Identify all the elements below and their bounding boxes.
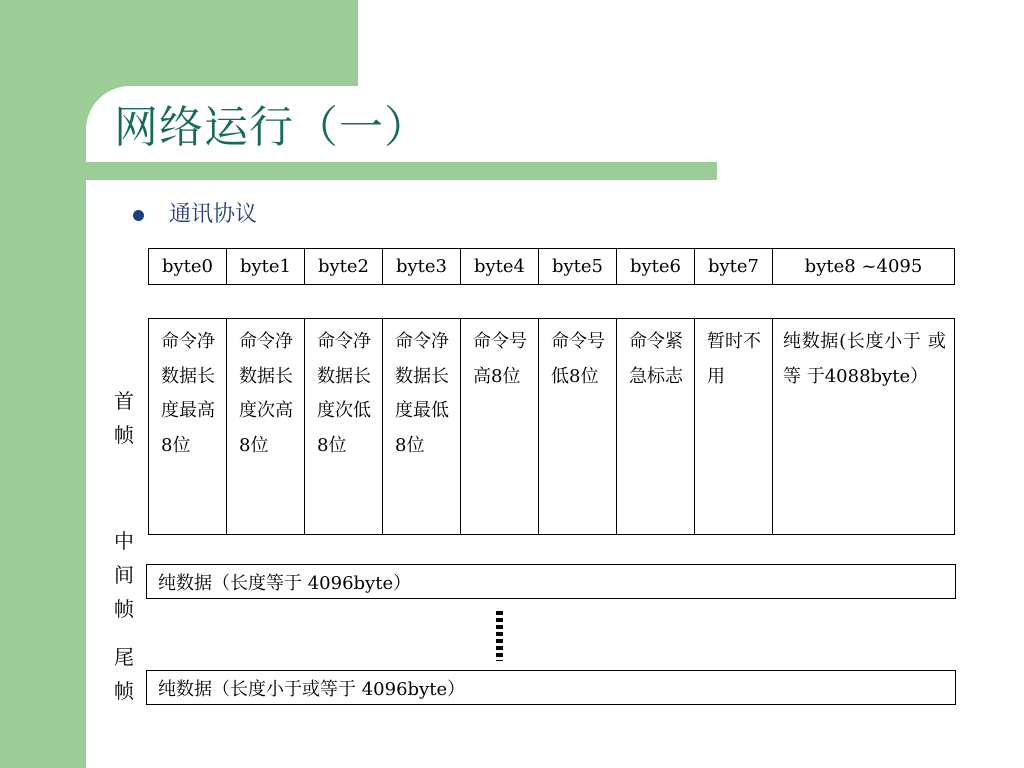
tail-frame-cell: 纯数据（长度小于或等于 4096byte） (147, 671, 956, 705)
byte-header-cell: byte4 (461, 249, 539, 285)
page-title: 网络运行（一） (114, 102, 429, 153)
first-frame-label: 首帧 (114, 389, 134, 447)
first-frame-cell: 命令号高8位 (461, 319, 539, 535)
title-underline (86, 162, 717, 180)
middle-frame-label: 中间帧 (114, 529, 134, 621)
first-frame-cell: 命令净数据长度次低8位 (305, 319, 383, 535)
byte-header-cell: byte3 (383, 249, 461, 285)
byte-header-cell: byte1 (227, 249, 305, 285)
first-frame-cell: 暂时不用 (695, 319, 773, 535)
byte-header-row (149, 249, 955, 285)
ellipsis-dots (496, 611, 503, 661)
middle-frame-row (147, 565, 956, 599)
tail-frame-row (147, 671, 956, 705)
byte-header-cell: byte5 (539, 249, 617, 285)
tail-frame-table (146, 670, 956, 705)
first-frame-table (148, 318, 955, 535)
green-left-bar (0, 0, 86, 768)
first-frame-cell: 命令净数据长度最低8位 (383, 319, 461, 535)
middle-frame-table (146, 564, 956, 599)
tail-frame-label: 尾帧 (114, 645, 134, 703)
first-frame-cell: 命令净数据长度最高8位 (149, 319, 227, 535)
bullet-text: 通讯协议 (169, 202, 258, 227)
byte-header-table (148, 248, 955, 285)
byte-header-cell: byte7 (695, 249, 773, 285)
middle-frame-cell: 纯数据（长度等于 4096byte） (147, 565, 956, 599)
byte-header-cell: byte0 (149, 249, 227, 285)
byte-header-cell: byte6 (617, 249, 695, 285)
bullet-dot-icon (133, 210, 144, 221)
first-frame-cell: 命令紧急标志 (617, 319, 695, 535)
byte-header-cell: byte2 (305, 249, 383, 285)
byte-header-cell: byte8 ~4095 (773, 249, 955, 285)
first-frame-cell: 命令号低8位 (539, 319, 617, 535)
first-frame-cell: 命令净数据长度次高8位 (227, 319, 305, 535)
first-frame-row (149, 319, 955, 535)
first-frame-cell: 纯数据(长度小于 或 等 于4088byte） (773, 319, 955, 535)
